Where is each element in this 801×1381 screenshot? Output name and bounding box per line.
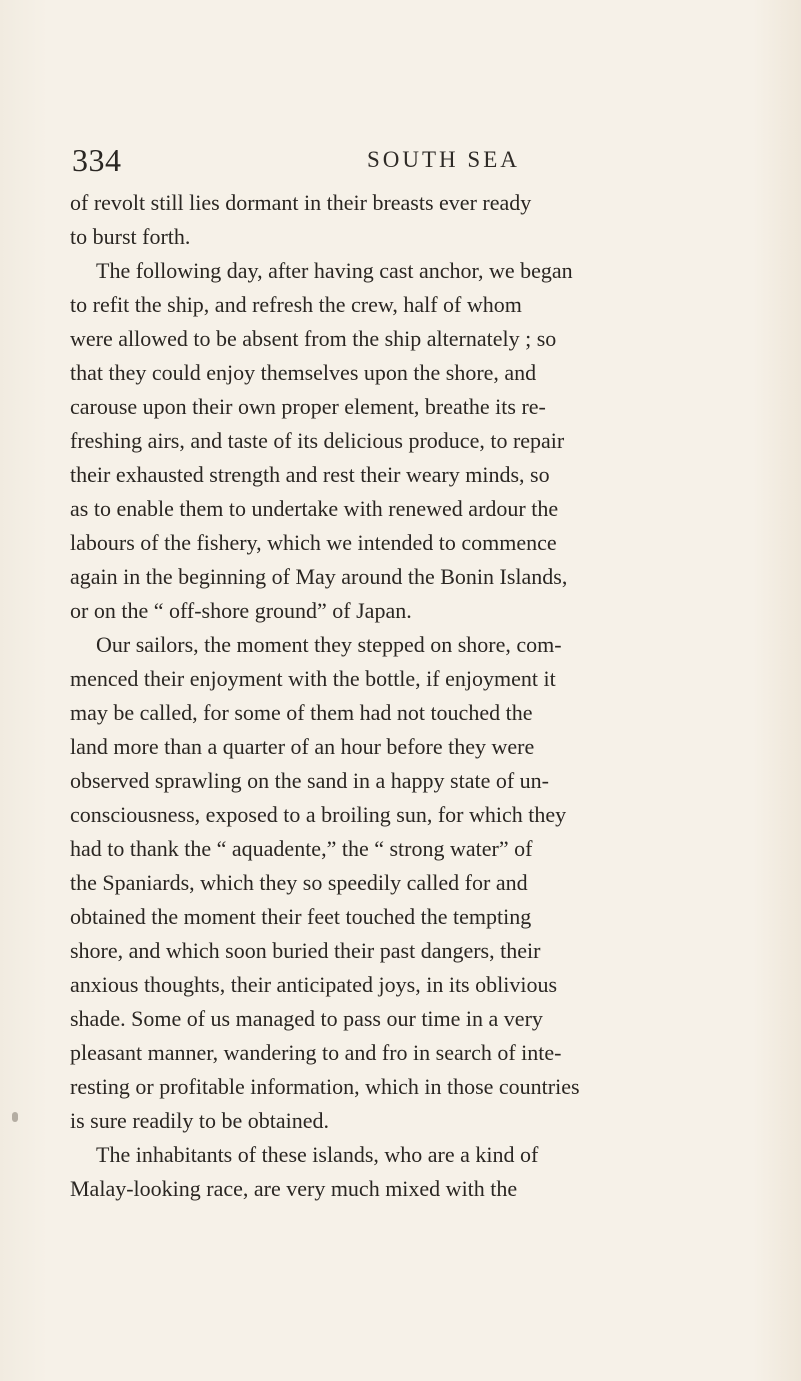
- text-line: land more than a quarter of an hour before they were: [70, 734, 535, 759]
- text-line: obtained the moment their feet touched the tempting: [70, 904, 532, 929]
- text-line: menced their enjoyment with the bottle, if enjoyment it: [70, 666, 556, 691]
- text-line: their exhausted strength and rest their weary minds, so: [70, 462, 550, 487]
- paper-blemish: [12, 1112, 18, 1122]
- text-line: the Spaniards, which they so speedily called for and: [70, 870, 528, 895]
- text-line: consciousness, exposed to a broiling sun, for which they: [70, 802, 567, 827]
- text-line: of revolt still lies dormant in their breasts ever ready: [70, 190, 532, 215]
- text-line: shore, and which soon buried their past dangers, their: [70, 938, 541, 963]
- text-line: Malay-looking race, are very much mixed with the: [70, 1176, 518, 1201]
- text-line: The following day, after having cast anchor, we began: [96, 258, 573, 283]
- text-line: to burst forth.: [70, 224, 191, 249]
- running-head: [72, 140, 732, 180]
- text-line: carouse upon their own proper element, breathe its re-: [70, 394, 546, 419]
- text-line: again in the beginning of May around the Bonin Islands,: [70, 564, 568, 589]
- text-line: or on the “ off-shore ground” of Japan.: [70, 598, 412, 623]
- text-line: were allowed to be absent from the ship alternately ; so: [70, 326, 557, 351]
- text-line: to refit the ship, and refresh the crew, half of whom: [70, 292, 522, 317]
- text-line: shade. Some of us managed to pass our time in a very: [70, 1006, 543, 1031]
- text-line: had to thank the “ aquadente,” the “ strong water” of: [70, 836, 533, 861]
- text-line: is sure readily to be obtained.: [70, 1108, 330, 1133]
- text-line: labours of the fishery, which we intended to commence: [70, 530, 557, 555]
- text-line: that they could enjoy themselves upon the shore, and: [70, 360, 537, 385]
- text-line: may be called, for some of them had not touched the: [70, 700, 533, 725]
- text-line: as to enable them to undertake with renewed ardour the: [70, 496, 559, 521]
- running-title: SOUTH SEA: [367, 147, 520, 172]
- text-line: anxious thoughts, their anticipated joys, in its oblivious: [70, 972, 558, 997]
- text-line: resting or profitable information, which in those countries: [70, 1074, 580, 1099]
- text-line: pleasant manner, wandering to and fro in search of inte-: [70, 1040, 562, 1065]
- text-line: freshing airs, and taste of its delicious produce, to repair: [70, 428, 565, 453]
- text-line: observed sprawling on the sand in a happy state of un-: [70, 768, 549, 793]
- text-line: The inhabitants of these islands, who are a kind of: [96, 1142, 539, 1167]
- page-number: 334: [72, 142, 122, 178]
- text-line: Our sailors, the moment they stepped on shore, com-: [96, 632, 562, 657]
